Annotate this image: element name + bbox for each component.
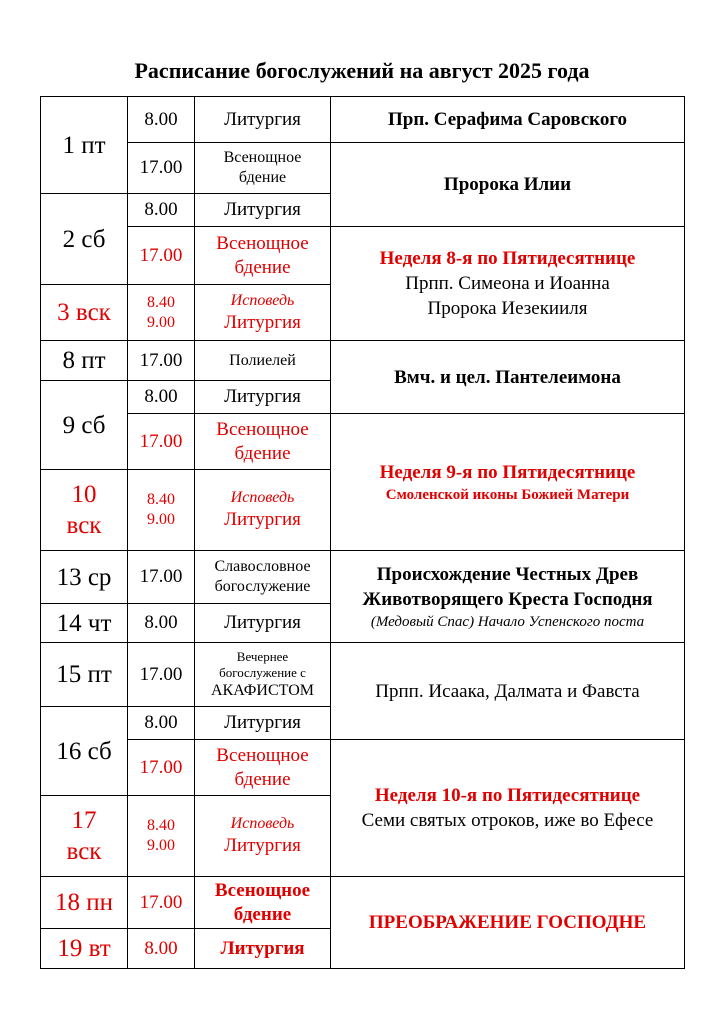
day-label: 2 сб [62,225,106,253]
service-name: Литургия [224,612,301,633]
day-label: вск [66,512,102,539]
day-cell [40,193,128,285]
time-cell [127,795,195,877]
feast-cell [330,876,685,969]
day-cell [40,795,128,877]
time-cell [127,284,195,341]
time-cell [127,226,195,285]
service-name: Всенощное [216,744,309,766]
service-name: Литургия [224,199,301,220]
service-name: Полиелей [229,351,296,369]
time-cell [127,469,195,551]
feast-cell [330,642,685,740]
feast-line: Семи святых отроков, иже во Ефесе [361,810,654,831]
day-cell [40,550,128,604]
service-time: 8.40 [147,817,175,834]
day-label: 18 пн [54,889,113,916]
service-time: 9.00 [147,313,175,331]
time-cell [127,96,195,143]
service-cell [194,876,331,929]
day-cell [40,469,128,551]
service-time: 17.00 [139,663,183,685]
service-time: 17.00 [139,566,183,587]
service-time: 8.00 [144,712,178,733]
feast-line: ПРЕОБРАЖЕНИЕ ГОСПОДНЕ [368,912,647,933]
service-time: 8.40 [147,491,175,508]
service-cell [194,413,331,470]
day-label: 16 сб [56,737,112,765]
time-cell [127,380,195,414]
feast-line: Неделя 9-я по Пятидесятнице [379,461,636,483]
feast-cell [330,226,685,341]
feast-cell [330,96,685,143]
service-time: 17.00 [139,756,183,778]
page-title: Расписание богослужений на август 2025 года [134,58,590,83]
feast-line: Неделя 10-я по Пятидесятнице [374,785,641,806]
day-cell [40,96,128,194]
time-cell [127,603,195,643]
feast-line: Происхождение Честных Древ [376,563,639,585]
service-cell [194,226,331,285]
service-name: Всенощное [214,879,311,901]
service-name: Исповедь [230,815,295,832]
service-cell [194,142,331,194]
service-time: 8.00 [144,108,178,130]
service-cell [194,96,331,143]
day-cell [40,284,128,341]
service-cell [194,469,331,551]
service-time: 8.00 [144,199,178,220]
service-time: 17.00 [139,244,183,266]
day-label: 17 [71,807,97,834]
day-label: 19 вт [57,935,111,962]
service-cell [194,284,331,341]
feast-cell [330,340,685,414]
service-name: Исповедь [230,489,295,506]
service-name: богослужение [214,578,311,595]
service-name: бдение [238,169,287,186]
service-name: Литургия [224,386,301,407]
service-cell [194,340,331,381]
day-cell [40,876,128,929]
day-label: 3 вск [57,299,111,326]
service-name: АКАФИСТОМ [211,681,314,699]
time-cell [127,193,195,227]
feast-line: Животворящего Креста Господня [362,588,653,610]
day-label: 10 [71,481,97,508]
service-time: 17.00 [139,891,183,913]
service-name: бдение [234,768,291,790]
service-cell [194,193,331,227]
service-name: Вечернее [236,648,289,664]
day-cell [40,706,128,796]
feast-line: (Медовый Спас) Начало Успенского поста [370,613,645,630]
day-label: 1 пт [62,131,106,159]
feast-line: Прп. Серафима Саровского [388,109,627,130]
day-label: 8 пт [62,347,106,374]
feast-line: Неделя 8-я по Пятидесятнице [379,248,636,269]
service-cell [194,642,331,707]
service-cell [194,928,331,969]
service-name: бдение [234,442,291,464]
feast-cell [330,739,685,877]
time-cell [127,340,195,381]
service-name: Литургия [224,835,301,856]
feast-line: Смоленской иконы Божией Матери [385,486,630,503]
service-time: 9.00 [147,837,175,854]
service-time: 17.00 [139,349,183,371]
time-cell [127,642,195,707]
time-cell [127,876,195,929]
feast-line: Пророка Иезекииля [427,298,588,319]
service-name: Всенощное [216,232,309,254]
day-cell [40,928,128,969]
feast-line: Вмч. и цел. Пантелеимона [394,366,621,388]
feast-cell [330,550,685,643]
service-name: бдение [233,903,292,925]
service-cell [194,603,331,643]
day-label: 15 пт [56,661,112,688]
time-cell [127,706,195,740]
feast-line: Прпп. Симеона и Иоанна [405,273,610,294]
service-name: Славословное [214,558,311,575]
day-cell [40,380,128,470]
day-cell [40,642,128,707]
service-cell [194,739,331,796]
day-label: вск [66,838,102,865]
day-label: 13 ср [56,563,112,591]
feast-line: Прпп. Исаака, Далмата и Фавста [375,680,640,702]
service-time: 8.00 [144,937,178,959]
service-cell [194,380,331,414]
service-time: 8.00 [144,386,178,407]
time-cell [127,550,195,604]
service-cell [194,795,331,877]
service-name: Литургия [224,712,301,733]
service-cell [194,706,331,740]
feast-cell [330,413,685,551]
service-name: Литургия [220,937,305,959]
service-name: Исповедь [230,291,295,309]
time-cell [127,928,195,969]
service-time: 17.00 [139,157,183,178]
service-time: 9.00 [147,511,175,528]
service-time: 17.00 [139,430,183,452]
service-time: 8.00 [144,612,178,633]
service-time: 8.40 [147,293,175,311]
service-name: Литургия [224,311,301,333]
service-name: Всенощное [216,418,309,440]
service-name: Литургия [224,509,301,530]
service-name: богослужение с [219,664,306,680]
time-cell [127,413,195,470]
time-cell [127,739,195,796]
day-label: 14 чт [56,609,112,637]
day-label: 9 сб [62,411,106,439]
day-cell [40,603,128,643]
feast-line: Пророка Илии [443,174,572,195]
feast-cell [330,142,685,227]
service-cell [194,550,331,604]
service-name: Литургия [224,108,301,130]
schedule-table [40,96,684,968]
time-cell [127,142,195,194]
day-cell [40,340,128,381]
service-name: Всенощное [223,149,302,166]
service-name: бдение [234,256,291,278]
